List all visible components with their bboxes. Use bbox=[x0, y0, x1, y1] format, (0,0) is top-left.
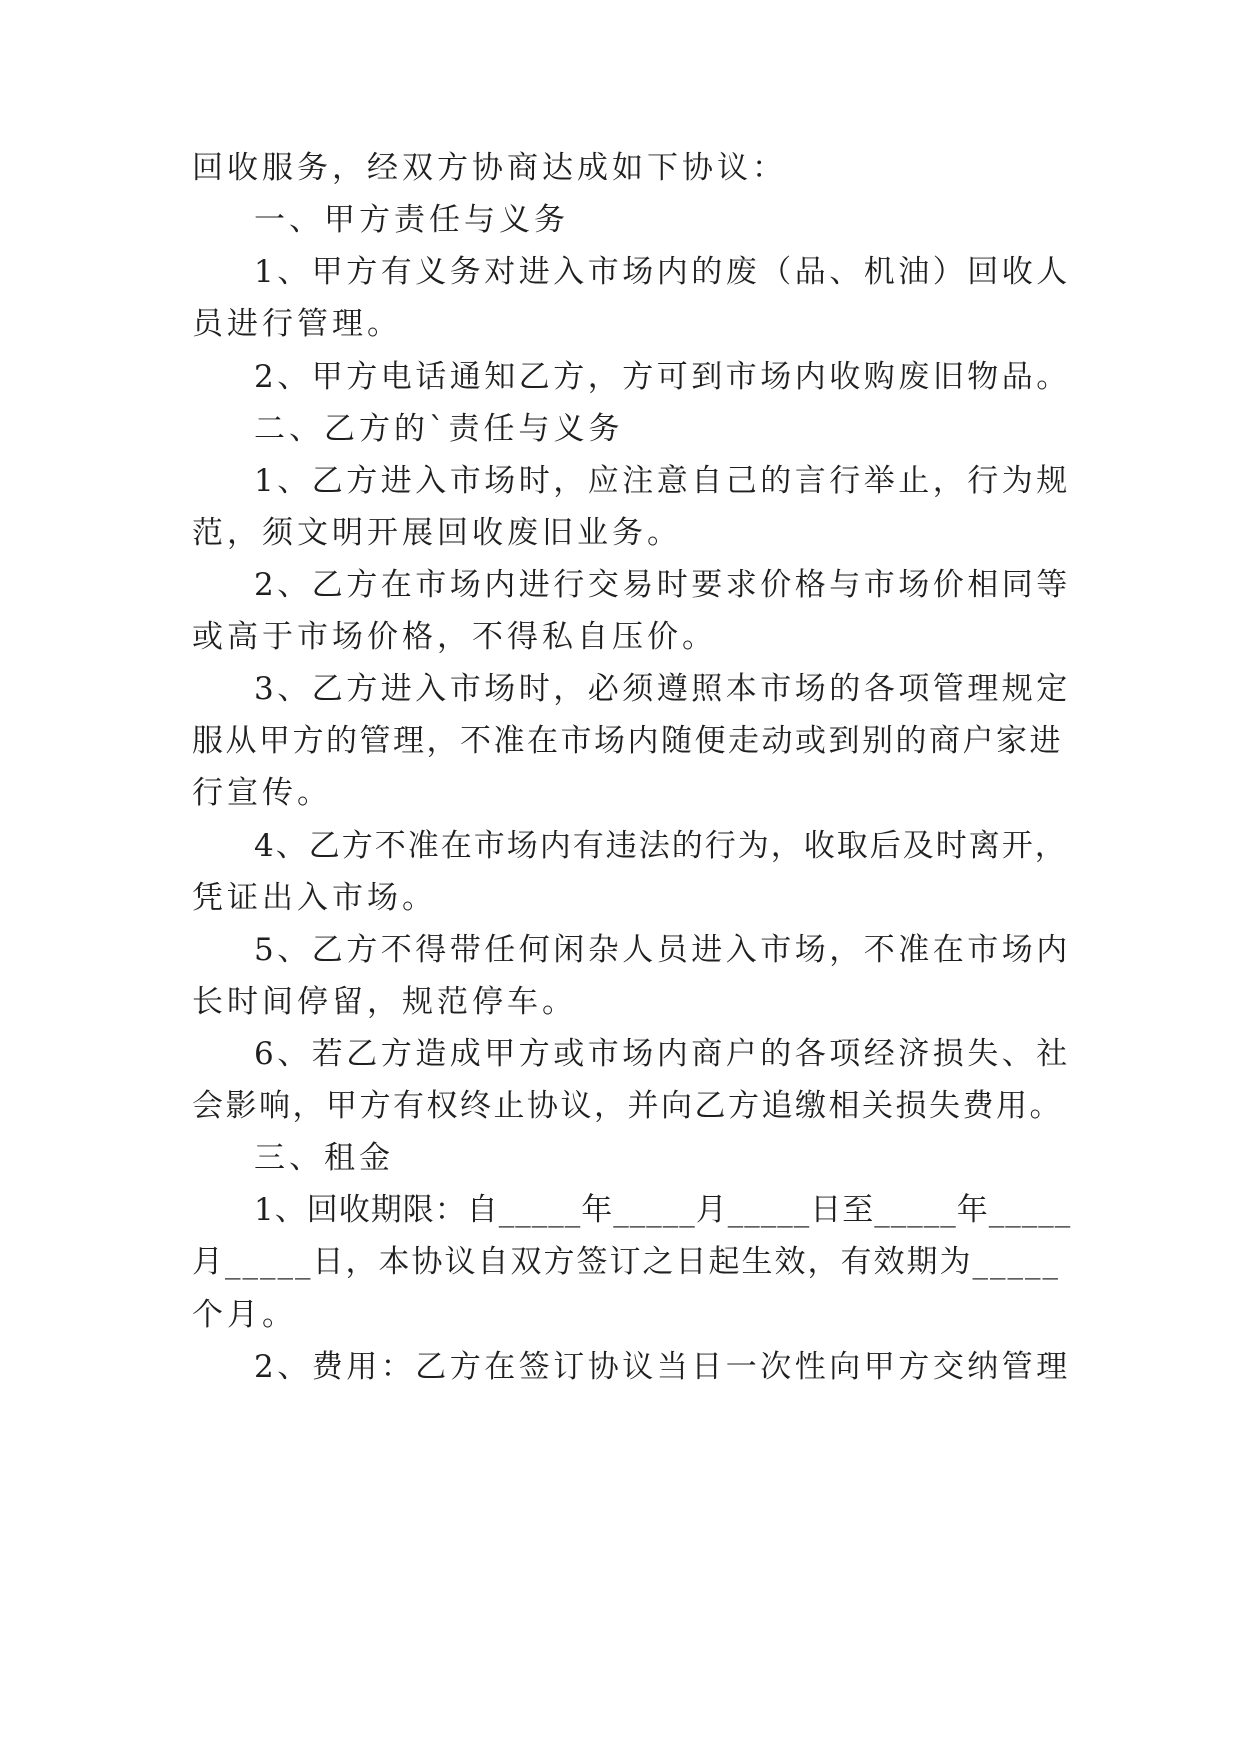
text-line: 3、乙方进入市场时，必须遵照本市场的各项管理规定 bbox=[254, 671, 1071, 707]
text-line: 1、乙方进入市场时，应注意自己的言行举止，行为规 bbox=[254, 463, 1071, 499]
text-line: 4、乙方不准在市场内有违法的行为，收取后及时离开， bbox=[254, 828, 1068, 864]
text-line: 长时间停留，规范停车。 bbox=[192, 984, 577, 1020]
section-heading: 三、租金 bbox=[254, 1140, 394, 1176]
text-line: 会影响，甲方有权终止协议，并向乙方追缴相关损失费用。 bbox=[192, 1088, 1063, 1124]
text-line: 5、乙方不得带任何闲杂人员进入市场，不准在市场内 bbox=[254, 932, 1071, 968]
text-line: 服从甲方的管理，不准在市场内随便走动或到别的商户家进 bbox=[192, 723, 1063, 759]
text-line: 行宣传。 bbox=[192, 775, 332, 811]
text-line: 凭证出入市场。 bbox=[192, 880, 437, 916]
text-line: 个月。 bbox=[192, 1297, 297, 1333]
text-line: 1、回收期限：自_____年_____月_____日至_____年_____ bbox=[254, 1192, 1072, 1228]
text-line: 回收服务，经双方协商达成如下协议： bbox=[192, 150, 787, 186]
text-line: 6、若乙方造成甲方或市场内商户的各项经济损失、社 bbox=[254, 1036, 1071, 1072]
section-heading: 二、乙方的`责任与义务 bbox=[254, 411, 624, 447]
text-line: 范，须文明开展回收废旧业务。 bbox=[192, 515, 682, 551]
text-line: 月_____日，本协议自双方签订之日起生效，有效期为_____ bbox=[192, 1244, 1060, 1280]
text-line: 或高于市场价格，不得私自压价。 bbox=[192, 619, 717, 655]
text-line: 1、甲方有义务对进入市场内的废（品、机油）回收人 bbox=[254, 254, 1071, 290]
text-line: 2、费用：乙方在签订协议当日一次性向甲方交纳管理 bbox=[254, 1349, 1071, 1385]
text-line: 2、甲方电话通知乙方，方可到市场内收购废旧物品。 bbox=[254, 359, 1071, 395]
text-line: 员进行管理。 bbox=[192, 306, 402, 342]
text-line: 2、乙方在市场内进行交易时要求价格与市场价相同等 bbox=[254, 567, 1071, 603]
section-heading: 一、甲方责任与义务 bbox=[254, 202, 569, 238]
